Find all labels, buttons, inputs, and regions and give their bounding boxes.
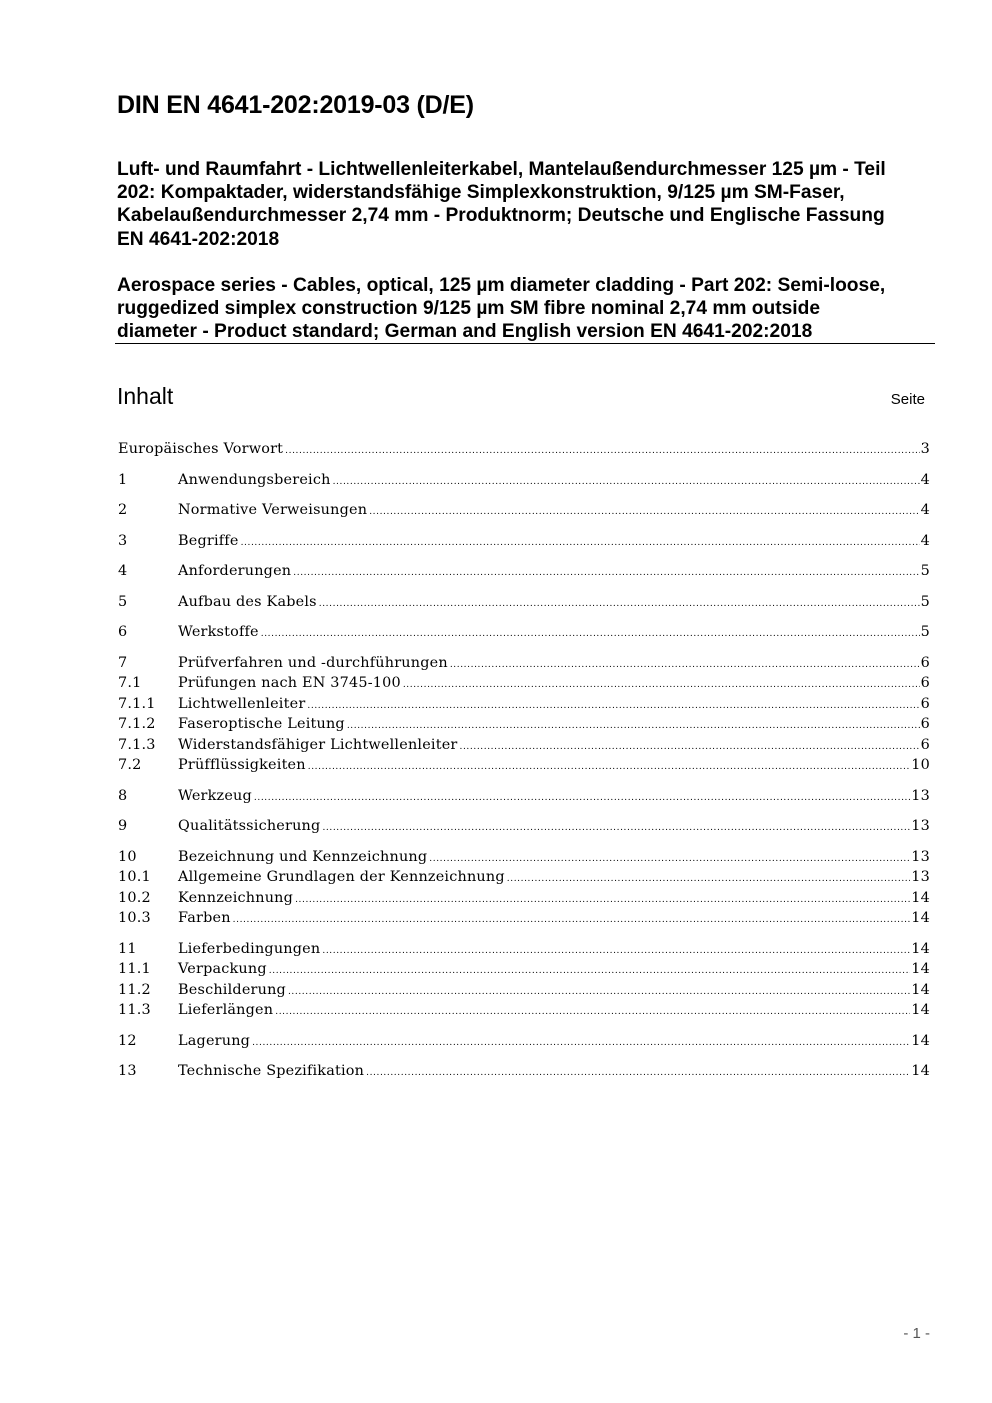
toc-entry[interactable] [118,1061,930,1082]
toc-entry[interactable] [118,908,930,929]
toc-entry-page: 6 [920,695,930,712]
toc-entry-number: 9 [118,818,128,834]
toc-entry-page: 14 [911,940,930,957]
toc-entry[interactable] [118,888,930,909]
toc-dot-leader [293,563,919,584]
toc-entry-page: 13 [911,869,930,885]
toc-entry[interactable] [118,816,930,837]
toc-entry[interactable] [118,673,930,694]
toc-entry-title: Lieferbedingungen [178,940,321,957]
toc-entry[interactable] [118,980,930,1001]
table-of-contents [118,439,930,1082]
toc-entry-number: 7.1.1 [118,695,156,712]
toc-dot-leader [275,1002,910,1023]
toc-entry-title: Aufbau des Kabels [178,593,317,610]
toc-entry-number: 12 [118,1032,137,1049]
toc-dot-leader [507,869,911,890]
toc-entry[interactable] [118,1031,930,1052]
toc-entry-number: 7.2 [118,757,142,773]
subtitle-english-line: diameter - Product standard; German and English version EN 4641-202:2018 [117,321,813,343]
toc-dot-leader [333,472,920,493]
title-divider [115,343,935,344]
toc-entry[interactable] [118,561,930,582]
toc-entry-title: Werkzeug [178,787,252,804]
toc-entry[interactable] [118,735,930,756]
document-title: DIN EN 4641-202:2019-03 (D/E) [117,91,474,119]
toc-entry-number: 10.1 [118,869,151,885]
toc-entry-title: Beschilderung [178,981,286,998]
toc-entry[interactable] [118,500,930,521]
toc-entry-title: Faseroptische Leitung [178,716,345,732]
toc-dot-leader [233,910,911,931]
toc-entry-number: 13 [118,1063,137,1079]
toc-dot-leader [295,890,910,911]
toc-page-label: Seite [890,391,925,408]
toc-entry-page: 6 [920,736,930,753]
toc-dot-leader [322,941,910,962]
toc-entry-title: Anforderungen [178,563,292,579]
toc-entry-page: 5 [920,593,930,610]
toc-dot-leader [254,788,910,809]
toc-dot-leader [429,849,910,870]
toc-entry-page: 5 [920,624,930,640]
toc-entry-number: 2 [118,502,128,518]
toc-entry-number: 7.1.3 [118,736,156,753]
subtitle-english [117,274,937,344]
toc-entry-page: 4 [920,471,930,488]
subtitle-german-line: Kabelaußendurchmesser 2,74 mm - Produktnorm; Deutsche und Englische Fassung [117,205,885,227]
toc-entry-number: 7 [118,654,128,671]
toc-entry-number: 10.2 [118,889,151,906]
toc-entry-page: 13 [911,818,930,834]
toc-entry[interactable] [118,959,930,980]
toc-entry[interactable] [118,939,930,960]
toc-entry[interactable] [118,714,930,735]
toc-entry-page: 13 [911,848,930,865]
toc-entry-page: 4 [920,502,930,518]
toc-entry[interactable] [118,694,930,715]
toc-entry-number: 7.1.2 [118,716,156,732]
toc-entry-page: 3 [920,441,930,457]
toc-dot-leader [347,716,920,737]
toc-dot-leader [269,961,910,982]
toc-entry[interactable] [118,439,930,460]
toc-dot-leader [261,624,920,645]
toc-entry-page: 10 [911,757,930,773]
toc-entry[interactable] [118,592,930,613]
subtitle-german-line: EN 4641-202:2018 [117,228,280,250]
toc-dot-leader [252,1033,910,1054]
toc-entry-title: Verpackung [178,961,267,977]
toc-dot-leader [319,594,920,615]
toc-dot-leader [460,737,920,758]
toc-entry-title: Werkstoffe [178,624,259,640]
toc-entry[interactable] [118,755,930,776]
toc-entry-title: Bezeichnung und Kennzeichnung [178,848,428,865]
toc-entry-page: 14 [911,1002,930,1018]
toc-dot-leader [308,757,911,778]
toc-entry[interactable] [118,653,930,674]
toc-entry-page: 6 [920,716,930,732]
subtitle-german-line: Luft- und Raumfahrt - Lichtwellenleiterkabel, Mantelaußendurchmesser 125 µm - Teil [117,159,886,180]
toc-entry-number: 10 [118,848,137,865]
toc-entry-number: 10.3 [118,910,151,926]
toc-entry[interactable] [118,531,930,552]
toc-heading: Inhalt [117,383,174,409]
toc-entry-number: 11 [118,940,137,957]
toc-entry-title: Farben [178,910,231,926]
toc-entry-number: 11.1 [118,961,151,977]
toc-entry-page: 14 [911,961,930,977]
toc-entry-page: 4 [920,532,930,549]
toc-entry-title: Allgemeine Grundlagen der Kennzeichnung [178,869,505,885]
toc-entry-title: Kennzeichnung [178,889,294,906]
toc-entry-page: 6 [920,675,930,691]
toc-dot-leader [307,696,919,717]
toc-entry-number: 11.2 [118,981,151,998]
toc-entry-title: Europäisches Vorwort [118,441,284,457]
toc-entry-page: 5 [920,563,930,579]
toc-entry-page: 14 [911,889,930,906]
toc-entry-title: Widerstandsfähiger Lichtwellenleiter [178,736,458,753]
toc-entry-title: Qualitätssicherung [178,818,321,834]
toc-entry-number: 5 [118,593,128,610]
toc-entry[interactable] [118,786,930,807]
toc-entry[interactable] [118,847,930,868]
toc-entry-title: Prüfungen nach EN 3745-100 [178,675,401,691]
toc-entry-number: 4 [118,563,128,579]
toc-dot-leader [450,655,920,676]
toc-entry-title: Prüfflüssigkeiten [178,757,306,773]
toc-entry-page: 14 [911,1063,930,1079]
toc-entry-title: Lieferlängen [178,1002,274,1018]
toc-entry-page: 14 [911,1032,930,1049]
toc-entry-title: Technische Spezifikation [178,1063,365,1079]
subtitle-german [117,158,937,251]
toc-entry-number: 6 [118,624,128,640]
toc-dot-leader [366,1063,910,1084]
toc-dot-leader [322,818,910,839]
toc-dot-leader [403,675,920,696]
toc-dot-leader [369,502,919,523]
toc-entry[interactable] [118,622,930,643]
toc-dot-leader [288,982,910,1003]
subtitle-english-line: Aerospace series - Cables, optical, 125 µm diameter cladding - Part 202: Semi-loose, [117,275,886,296]
toc-entry[interactable] [118,470,930,491]
toc-entry-number: 11.3 [118,1002,151,1018]
toc-entry-page: 14 [911,981,930,998]
toc-entry[interactable] [118,1000,930,1021]
toc-entry-page: 14 [911,910,930,926]
toc-entry-page: 6 [920,654,930,671]
toc-entry-title: Begriffe [178,532,239,549]
toc-entry-title: Lichtwellenleiter [178,695,306,712]
toc-entry-number: 3 [118,532,128,549]
toc-entry[interactable] [118,867,930,888]
toc-entry-number: 8 [118,787,128,804]
toc-entry-title: Lagerung [178,1032,251,1049]
toc-entry-page: 13 [911,787,930,804]
toc-entry-title: Anwendungsbereich [178,471,331,488]
toc-entry-title: Prüfverfahren und -durchführungen [178,654,448,671]
toc-entry-title: Normative Verweisungen [178,502,368,518]
toc-dot-leader [285,441,919,462]
toc-dot-leader [241,533,920,554]
toc-entry-number: 1 [118,471,128,488]
subtitle-english-line: ruggedized simplex construction 9/125 µm SM fibre nominal 2,74 mm outside [117,298,821,320]
toc-entry-number: 7.1 [118,675,142,691]
subtitle-german-line: 202: Kompaktader, widerstandsfähige Simplexkonstruktion, 9/125 µm SM-Faser, [117,182,845,204]
page-number: - 1 - [903,1325,930,1342]
